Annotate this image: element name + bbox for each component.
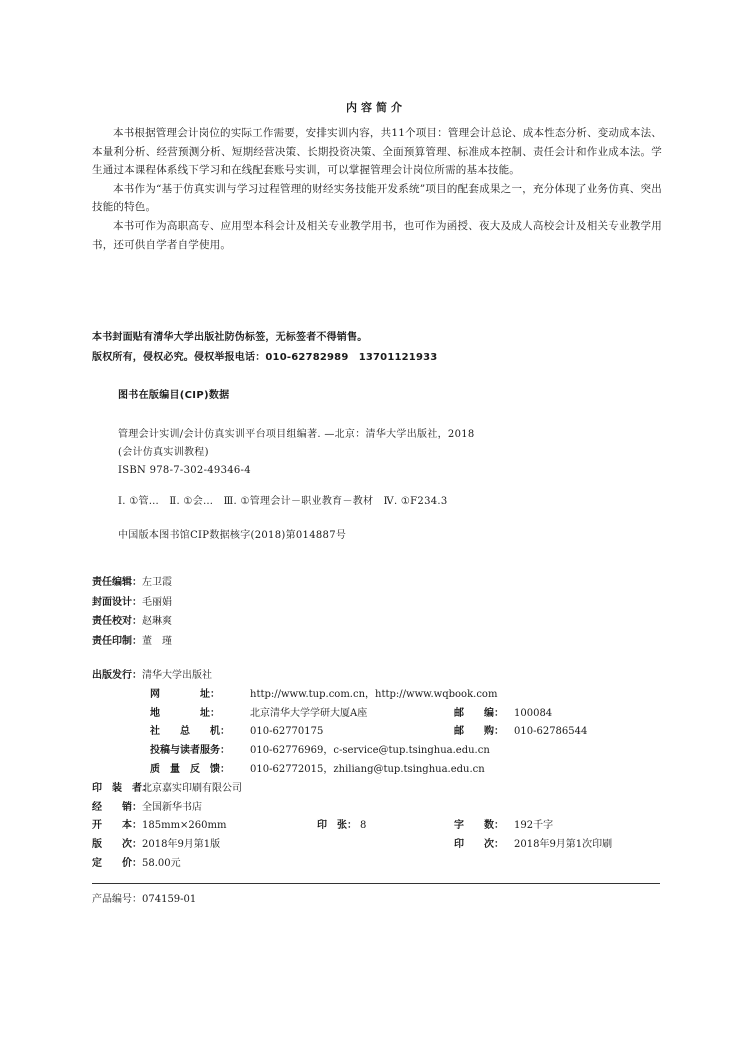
summary-paragraph: 本书作为“基于仿真实训与学习过程管理的财经实务技能开发系统”项目的配套成果之一，充分体现了业务仿真、突出技能的特色。 bbox=[92, 182, 662, 214]
switchboard-row: 社 总 机： 010-62770175 邮 购： 010-62786544 bbox=[150, 726, 588, 738]
format-row: 开 本： 185mm×260mm 印 张： 8 字 数： 192千字 bbox=[92, 820, 554, 832]
publication-info bbox=[92, 667, 662, 874]
staff-row: 责任编辑：左卫霞 bbox=[92, 577, 172, 588]
rights-notice: 版权所有，侵权必究。侵权举报电话：010-62782989 13701121933 bbox=[92, 352, 438, 363]
cip-core-number: 中国版本图书馆CIP数据核字(2018)第014887号 bbox=[118, 530, 347, 541]
summary-paragraph: 本书可作为高职高专、应用型本科会计及相关专业教学用书，也可作为函授、夜大及成人高校会计及相关专业教学用书，还可供自学者自学使用。 bbox=[92, 219, 662, 251]
publisher-row: 出版发行： 清华大学出版社 bbox=[92, 670, 212, 681]
staff-row: 责任印制：董 瑾 bbox=[92, 635, 172, 647]
address-row: 地 址： 北京清华大学学研大厦A座 邮 编： 100084 bbox=[150, 707, 553, 719]
cip-isbn: ISBN 978-7-302-49346-4 bbox=[118, 465, 251, 476]
printer-row: 印 装 者： 北京嘉实印刷有限公司 bbox=[92, 782, 242, 794]
cip-series: (会计仿真实训教程) bbox=[118, 447, 209, 458]
cip-block bbox=[118, 387, 658, 545]
edition-row: 版 次： 2018年9月第1版 印 次： 2018年9月第1次印刷 bbox=[92, 839, 613, 851]
cip-entry: 管理会计实训/会计仿真实训平台项目组编著. —北京：清华大学出版社，2018 bbox=[118, 429, 475, 440]
cip-title: 图书在版编目(CIP)数据 bbox=[118, 390, 230, 401]
cip-classification: Ⅰ. ①管… Ⅱ. ①会… Ⅲ. ①管理会计－职业教育－教材 Ⅳ. ①F234.3 bbox=[118, 496, 448, 507]
summary-title: 内容简介 bbox=[346, 101, 406, 114]
summary-body bbox=[92, 124, 662, 254]
copyright-notice bbox=[92, 328, 652, 368]
quality-row: 质 量 反 馈： 010-62772015，zhiliang@tup.tsinghua.edu.cn bbox=[150, 763, 485, 775]
price-row: 定 价： 58.00元 bbox=[92, 857, 181, 869]
website-row: 网 址： http://www.tup.com.cn，http://www.wqbook.com bbox=[150, 688, 498, 700]
staff-list bbox=[92, 573, 492, 651]
distributor-row: 经 销： 全国新华书店 bbox=[92, 801, 202, 813]
divider-line bbox=[92, 883, 660, 884]
staff-row: 责任校对：赵琳爽 bbox=[92, 616, 172, 627]
product-code: 产品编号：074159-01 bbox=[92, 894, 197, 905]
anti-counterfeit-notice: 本书封面贴有清华大学出版社防伪标签，无标签者不得销售。 bbox=[92, 332, 368, 343]
summary-paragraph: 本书根据管理会计岗位的实际工作需要，安排实训内容，共11个项目：管理会计总论、成本性态分析、变动成本法、本量利分析、经营预测分析、短期经营决策、长期投资决策、全面预算管理、标准成本控制、责任会计和作业成本法。学生通过本课程体系线下学习和在线配套账号实训，可以掌握管理会计岗位所需的基本技能。 bbox=[92, 127, 662, 177]
staff-row: 封面设计：毛丽娟 bbox=[92, 596, 172, 608]
submission-row: 投稿与读者服务： 010-62776969，c-service@tup.tsinghua.edu.cn bbox=[150, 745, 490, 757]
